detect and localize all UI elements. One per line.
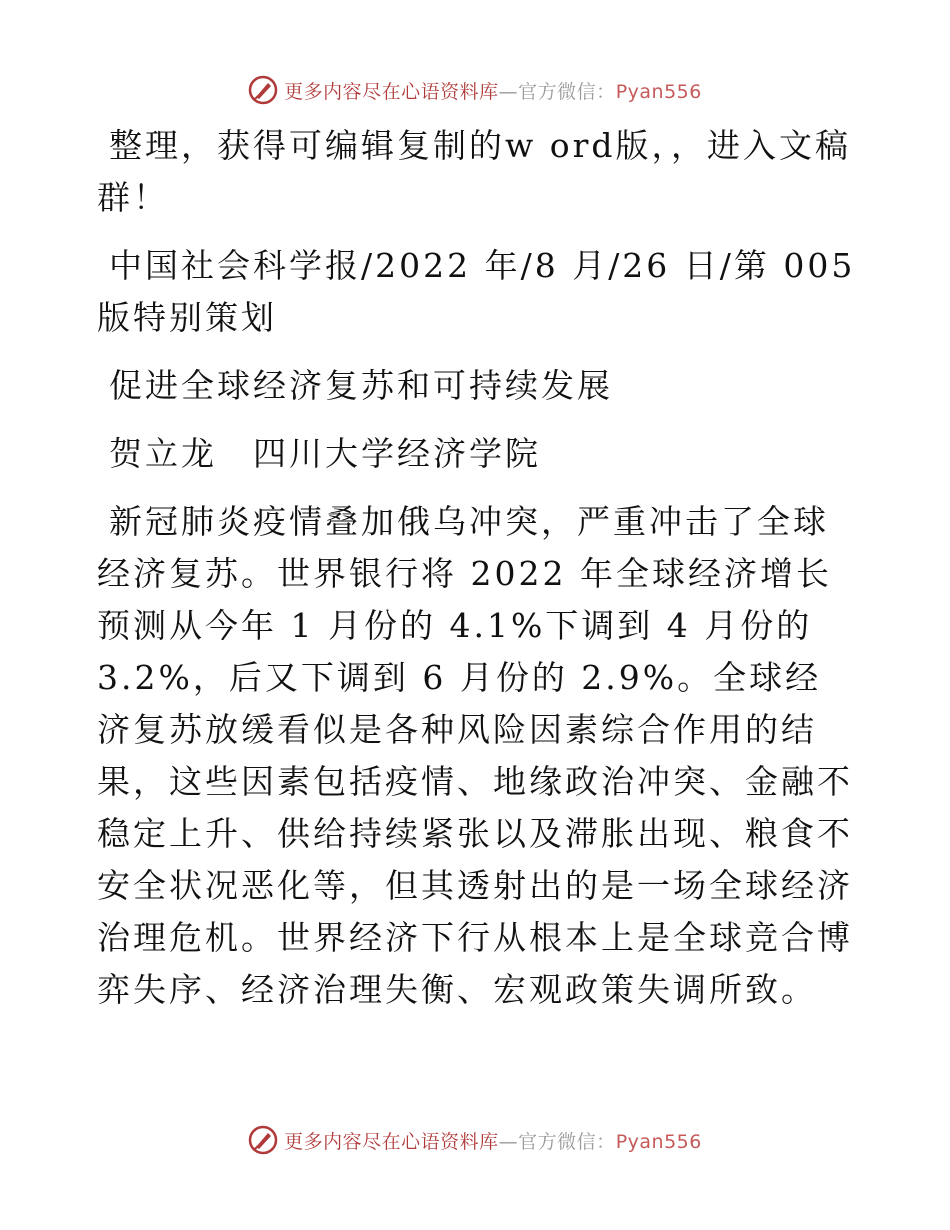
header-watermark: [0, 68, 950, 112]
body-paragraph: 新冠肺炎疫情叠加俄乌冲突，严重冲击了全球经济复苏。世界银行将 2022 年全球经济增长预测从今年 1 月份的 4.1%下调到 4 月份的 3.2%，后又下调到 6 月份的 2.9%。全球经济复苏放缓看似是各种风险因素综合作用的结果，这些因素包括疫情、地缘政治冲突、金融不稳定上升、供给持续紧张以及滞胀出现、粮食不安全状况恶化等，但其透射出的是一场全球经济治理危机。世界经济下行从根本上是全球竞合博弈失序、经济治理失衡、宏观政策失调所致。: [97, 502, 853, 1009]
article-title: 促进全球经济复苏和可持续发展: [109, 366, 613, 405]
source-line: 中国社会科学报/2022 年/8 月/26 日/第 005 版特别策划: [97, 246, 856, 337]
document-body: [97, 120, 857, 1032]
intro-text: 整理，获得可编辑复制的w ord版，，进入文稿群！: [97, 126, 852, 217]
watermark-text: [284, 1127, 702, 1154]
watermark-dash: —: [498, 1130, 519, 1153]
watermark-left-text: 更多内容尽在心语资料库: [284, 1130, 499, 1153]
watermark-wechat-id: Pyan556: [615, 1130, 702, 1153]
watermark-right-text: 官方微信：: [518, 1130, 616, 1153]
quill-seal-logo-icon: [248, 1125, 278, 1155]
quill-seal-logo-icon: [248, 75, 278, 105]
watermark-text: [284, 77, 702, 104]
watermark-wechat-id: Pyan556: [615, 80, 702, 103]
watermark-dash: —: [498, 80, 519, 103]
author-line: 贺立龙 四川大学经济学院: [109, 434, 541, 473]
watermark-right-text: 官方微信：: [518, 80, 616, 103]
watermark-left-text: 更多内容尽在心语资料库: [284, 80, 499, 103]
footer-watermark: [0, 1118, 950, 1162]
